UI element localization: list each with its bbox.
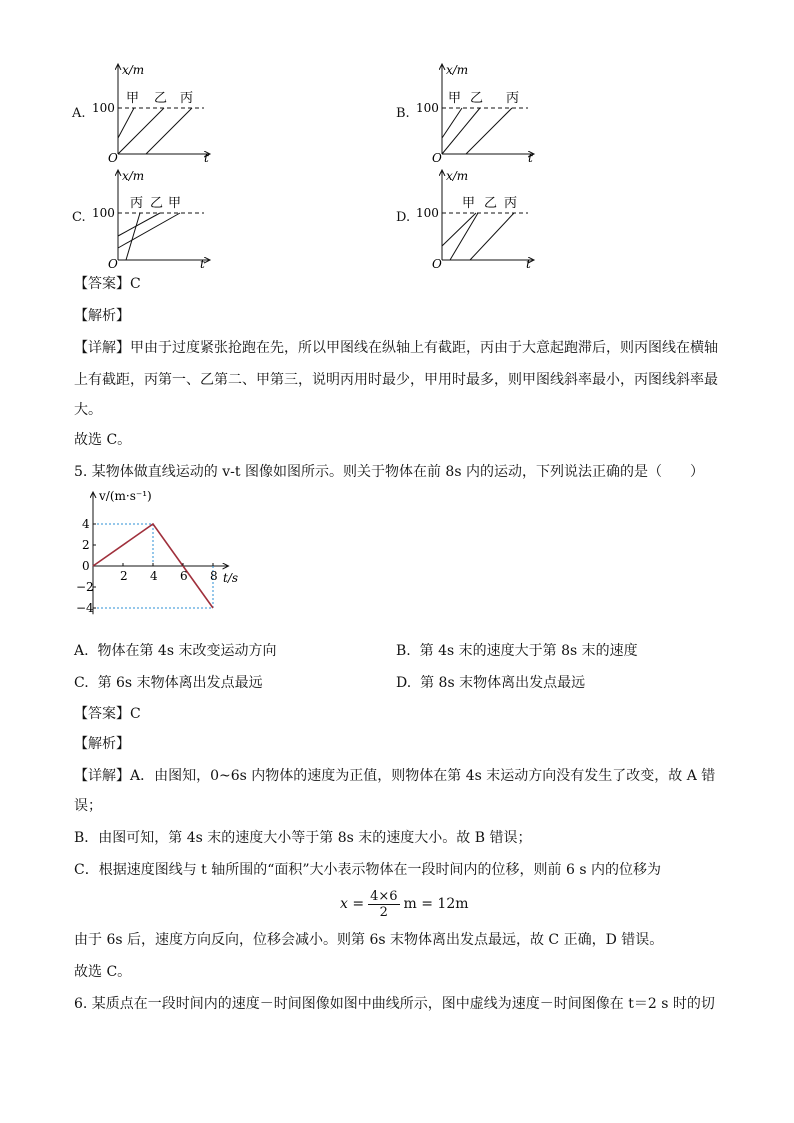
q5-detail-a1: 【详解】A．由图知，0~6s 内物体的速度为正值，则物体在第 4s 末运动方向没有发生了改变，故 A 错	[74, 768, 716, 784]
name-1: 甲	[462, 196, 476, 211]
q5-detail-a2: 误；	[74, 798, 102, 814]
y-tick-label: −2	[76, 580, 94, 594]
option-letter: D.	[396, 675, 412, 691]
x-axis-label: t	[528, 151, 533, 165]
x-tick-label: 8	[210, 569, 218, 583]
x-axis-label: t	[526, 257, 531, 271]
x-axis-label: t	[204, 151, 209, 165]
name-3: 丙	[504, 196, 518, 211]
line-jia	[118, 108, 134, 138]
option-a-letter: A.	[72, 106, 86, 121]
q6-stem: 6. 某质点在一段时间内的速度－时间图像如图中曲线所示，图中虚线为速度－时间图像在 t＝2 s 时的切	[74, 996, 715, 1012]
q5-vt-chart	[76, 486, 276, 624]
q4-graph-d	[408, 164, 548, 272]
y-axis-label: x/m	[122, 63, 145, 77]
q5-option-c	[74, 672, 263, 692]
origin-label: O	[432, 257, 442, 271]
chart-y-label: v/(m·s⁻¹)	[99, 489, 152, 503]
answer-value: C	[130, 706, 141, 722]
x-axis-label: t	[200, 257, 205, 271]
name-2: 乙	[154, 91, 168, 106]
line-yi	[118, 108, 164, 154]
option-text: 第 4s 末的速度大于第 8s 末的速度	[419, 643, 638, 659]
line-bing	[146, 108, 192, 154]
answer-tag: 【答案】	[74, 276, 130, 292]
q5-conclusion: 故选 C。	[74, 964, 132, 980]
q4-graph-b	[408, 58, 548, 166]
q5-option-b	[396, 640, 638, 660]
name-3: 丙	[506, 91, 520, 106]
q4-detail-line-3: 大。	[74, 402, 102, 418]
answer-tag: 【答案】	[74, 706, 130, 722]
origin-label: O	[432, 151, 442, 165]
option-b-letter: B.	[396, 106, 410, 121]
value-100: 100	[92, 206, 115, 220]
line-yi	[442, 108, 480, 154]
q4-conclusion: 故选 C。	[74, 432, 132, 448]
y-axis-label: x/m	[446, 169, 469, 183]
formula-numerator: 4×6	[370, 888, 398, 904]
name-3: 甲	[168, 196, 182, 211]
name-1: 甲	[448, 91, 462, 106]
q4-answer	[74, 274, 724, 294]
q5-stem: 5. 某物体做直线运动的 v-t 图像如图所示。则关于物体在前 8s 内的运动，下列说法正确的是（ ）	[74, 464, 704, 480]
q4-detail-line-1	[74, 338, 724, 358]
value-100: 100	[92, 101, 115, 115]
q5-option-d	[396, 672, 585, 692]
formula-lhs: x =	[340, 896, 365, 912]
q5-detail-c: C．根据速度图线与 t 轴所围的“面积”大小表示物体在一段时间内的位移，则前 6 s 内的位移为	[74, 862, 661, 878]
option-letter: C.	[74, 675, 89, 691]
q4-graph-c	[84, 164, 224, 272]
formula-fraction	[368, 889, 399, 920]
option-text: 物体在第 4s 末改变运动方向	[97, 643, 277, 659]
value-100: 100	[416, 206, 439, 220]
x-tick-label: 4	[150, 569, 158, 583]
line-bing	[466, 108, 512, 154]
x-tick-label: 6	[180, 569, 188, 583]
q4-graph-a	[84, 58, 224, 166]
q5-detail-b: B．由图可知，第 4s 末的速度大小等于第 8s 末的速度大小。故 B 错误；	[74, 830, 532, 846]
y-axis-label: x/m	[446, 63, 469, 77]
line-yi	[450, 213, 478, 260]
line-jia	[442, 213, 476, 246]
option-letter: A.	[74, 643, 89, 659]
q4-analysis-tag: 【解析】	[74, 308, 130, 324]
name-2: 乙	[484, 196, 498, 211]
line-bing	[470, 213, 514, 260]
y-tick-label: 2	[82, 538, 90, 552]
x-tick-label: 2	[120, 569, 128, 583]
name-1: 甲	[126, 91, 140, 106]
y-tick-label: 0	[82, 559, 90, 573]
q5-answer	[74, 704, 724, 724]
q5-option-a	[74, 640, 276, 660]
option-d-letter: D.	[396, 210, 411, 225]
origin-label: O	[108, 257, 118, 271]
name-1: 丙	[130, 196, 144, 211]
formula-denominator: 2	[379, 904, 388, 920]
q4-detail-line-2: 上有截距，丙第一、乙第二、甲第三，说明丙用时最少，甲用时最多，则甲图线斜率最小，丙图线斜率最	[74, 372, 718, 388]
q5-analysis-tag: 【解析】	[74, 736, 130, 752]
chart-x-label: t/s	[223, 571, 239, 585]
option-text: 第 6s 末物体离出发点最远	[97, 675, 263, 691]
name-3: 丙	[180, 91, 194, 106]
q5-formula	[340, 884, 469, 924]
y-axis-label: x/m	[122, 169, 145, 183]
value-100: 100	[416, 101, 439, 115]
detail-tag: 【详解】	[74, 340, 130, 356]
y-tick-label: −4	[76, 601, 94, 615]
option-letter: B.	[396, 643, 411, 659]
answer-value: C	[130, 276, 141, 292]
option-text: 第 8s 末物体离出发点最远	[420, 675, 586, 691]
detail-text: 甲由于过度紧张抢跑在先，所以甲图线在纵轴上有截距，丙由于大意起跑滞后，则丙图线在横轴	[130, 340, 718, 356]
origin-label: O	[108, 151, 118, 165]
q5-detail-c2: 由于 6s 后，速度方向反向，位移会减小。则第 6s 末物体离出发点最远，故 C 正确，D 错误。	[74, 932, 664, 948]
formula-rhs: m = 12m	[403, 896, 469, 912]
name-2: 乙	[150, 196, 164, 211]
y-tick-label: 4	[82, 517, 90, 531]
name-2: 乙	[470, 91, 484, 106]
option-c-letter: C.	[72, 210, 86, 225]
